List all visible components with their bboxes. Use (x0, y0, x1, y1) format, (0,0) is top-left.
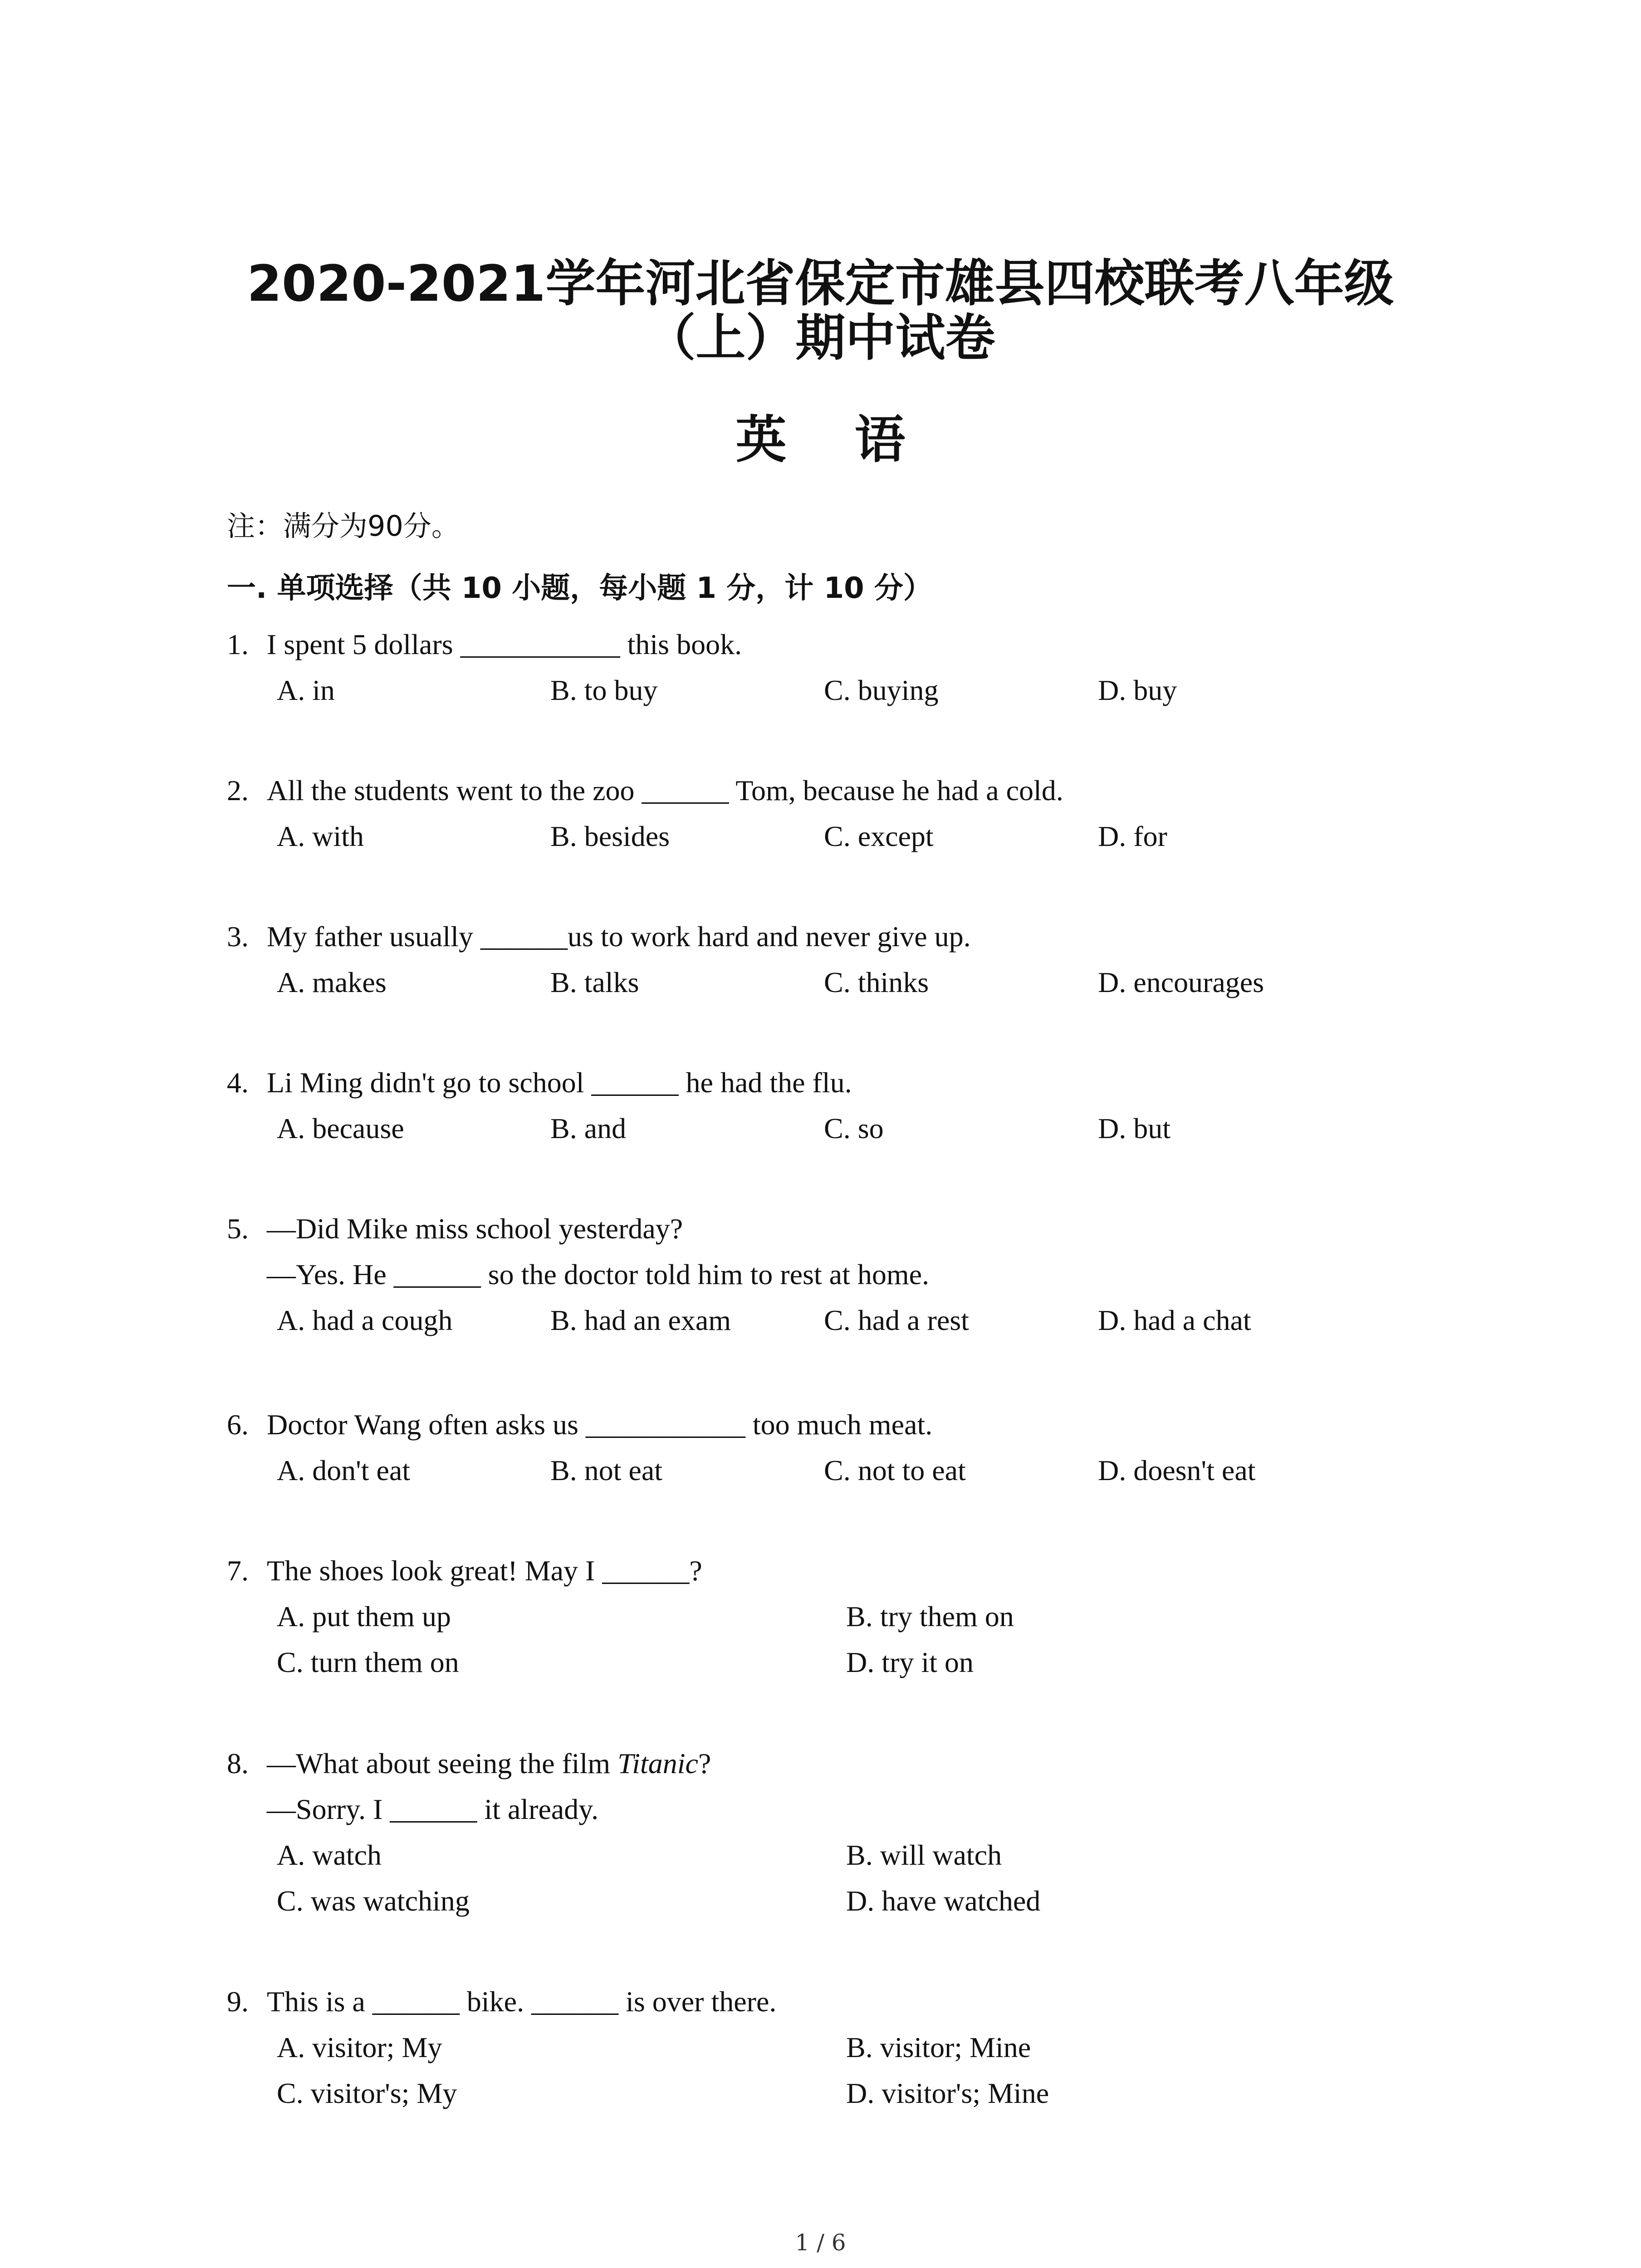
option-row (227, 959, 1406, 1005)
option-row (227, 1593, 1406, 1639)
question-stem-line2: —Sorry. I ______ it already. (267, 1793, 599, 1825)
option-d: D. visitor's; Mine (846, 2077, 1049, 2109)
option-row (227, 1105, 1406, 1151)
film-title: Titanic (617, 1747, 698, 1779)
section-heading: 一. 单项选择（共 10 小题，每小题 1 分，计 10 分） (227, 572, 932, 605)
option-c: C. thinks (824, 966, 929, 998)
question-stem: My father usually ______us to work hard and never give up. (267, 920, 971, 953)
option-b: B. will watch (846, 1839, 1002, 1871)
option-b: B. and (550, 1112, 627, 1144)
subject-heading: 英语 (735, 410, 974, 469)
option-c: C. buying (824, 674, 939, 706)
exam-title-line1: 2020-2021学年河北省保定市雄县四校联考八年级 (247, 254, 1394, 313)
option-d: D. but (1098, 1112, 1171, 1144)
question-stem: I spent 5 dollars ___________ this book. (267, 628, 742, 660)
question-stem: —What about seeing the film Titanic? (267, 1747, 711, 1779)
option-b: B. had an exam (550, 1304, 731, 1336)
question-stem: This is a ______ bike. ______ is over there. (267, 1985, 777, 2018)
option-c: C. was watching (277, 1885, 470, 1917)
option-c: C. visitor's; My (277, 2077, 457, 2109)
option-a: A. in (277, 674, 335, 706)
question-number: 2. (227, 774, 249, 807)
question-number: 1. (227, 628, 249, 660)
option-row (227, 1832, 1406, 1878)
option-a: A. visitor; My (277, 2031, 442, 2063)
option-d: D. encourages (1098, 966, 1264, 998)
option-c: C. except (824, 820, 934, 852)
question-stem: All the students went to the zoo ______ Tom, because he had a cold. (267, 774, 1063, 807)
question-5 (227, 1206, 1406, 1343)
option-b: B. besides (550, 820, 670, 852)
page-indicator: 1 / 6 (795, 2229, 846, 2256)
score-note: 注：满分为90分。 (227, 509, 460, 543)
option-row (227, 1447, 1406, 1493)
question-stem: Doctor Wang often asks us ___________ too much meat. (267, 1408, 933, 1441)
option-d: D. have watched (846, 1885, 1041, 1917)
question-4 (227, 1060, 1406, 1151)
option-c: C. turn them on (277, 1646, 459, 1678)
option-row (227, 1878, 1406, 1924)
option-d: D. try it on (846, 1646, 974, 1678)
question-stem: The shoes look great! May I ______? (267, 1554, 702, 1587)
question-stem: Li Ming didn't go to school ______ he had the flu. (267, 1066, 852, 1099)
question-number: 9. (227, 1985, 249, 2018)
question-1 (227, 621, 1406, 713)
option-b: B. to buy (550, 674, 658, 706)
option-a: A. with (277, 820, 364, 852)
option-d: D. had a chat (1098, 1304, 1251, 1336)
option-c: C. so (824, 1112, 884, 1144)
option-c: C. had a rest (824, 1304, 969, 1336)
option-d: D. buy (1098, 674, 1177, 706)
option-a: A. put them up (277, 1600, 451, 1633)
question-8 (227, 1740, 1406, 1924)
question-6 (227, 1402, 1406, 1493)
option-d: D. for (1098, 820, 1167, 852)
option-row (227, 667, 1406, 713)
question-number: 5. (227, 1212, 249, 1245)
option-row (227, 1639, 1406, 1685)
option-b: B. not eat (550, 1454, 663, 1486)
question-number: 8. (227, 1747, 249, 1779)
question-number: 6. (227, 1408, 249, 1441)
option-a: A. makes (277, 966, 387, 998)
option-row (227, 1297, 1406, 1343)
exam-title-line2: （上）期中试卷 (646, 309, 995, 367)
option-b: B. talks (550, 966, 639, 998)
option-b: B. try them on (846, 1600, 1014, 1633)
question-number: 3. (227, 920, 249, 953)
option-row (227, 813, 1406, 859)
option-row (227, 2024, 1406, 2070)
question-number: 4. (227, 1066, 249, 1099)
question-stem: —Did Mike miss school yesterday? (267, 1212, 683, 1245)
option-a: A. watch (277, 1839, 382, 1871)
question-number: 7. (227, 1554, 249, 1587)
option-row (227, 2070, 1406, 2116)
option-a: A. don't eat (277, 1454, 411, 1486)
option-c: C. not to eat (824, 1454, 966, 1486)
question-3 (227, 914, 1406, 1005)
question-stem-line2: —Yes. He ______ so the doctor told him to rest at home. (267, 1258, 930, 1290)
question-2 (227, 767, 1406, 859)
option-b: B. visitor; Mine (846, 2031, 1031, 2063)
question-7 (227, 1548, 1406, 1685)
option-a: A. had a cough (277, 1304, 453, 1336)
option-d: D. doesn't eat (1098, 1454, 1256, 1486)
question-9 (227, 1979, 1406, 2116)
option-a: A. because (277, 1112, 404, 1144)
